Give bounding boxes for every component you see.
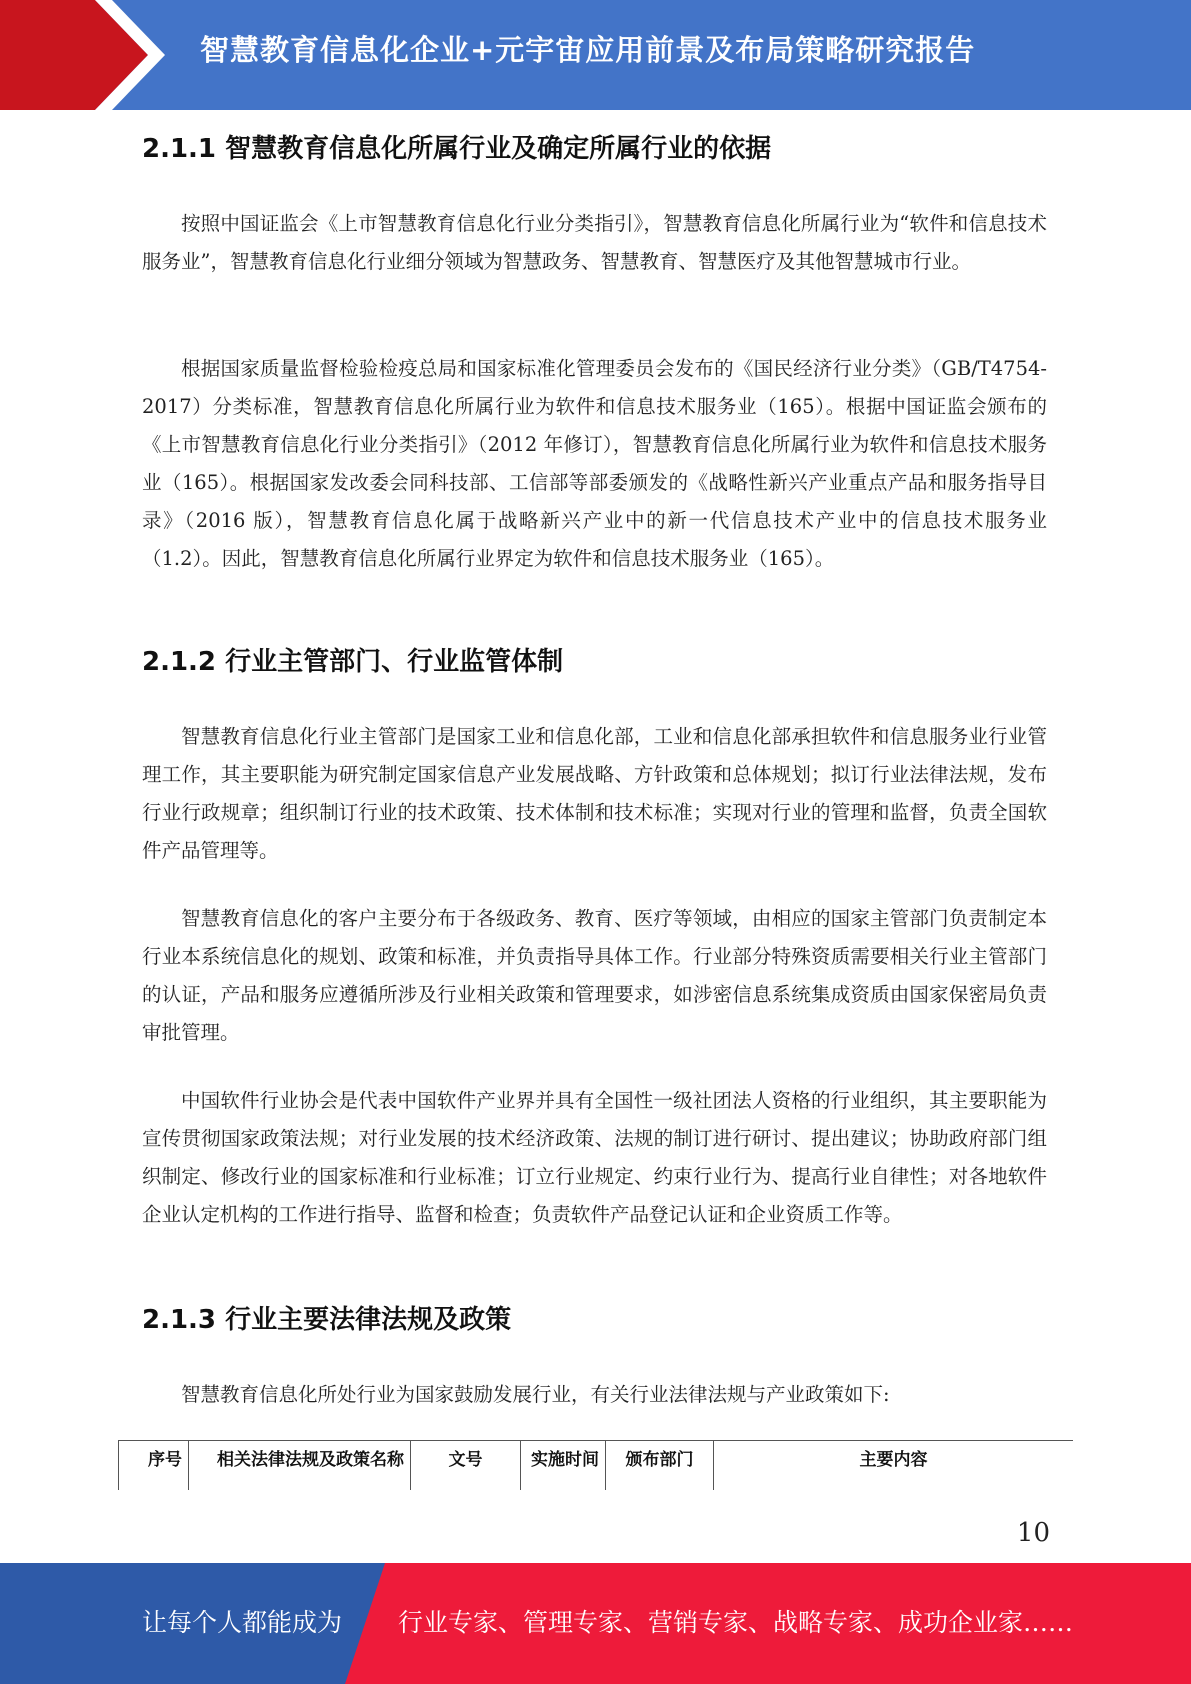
page-header — [0, 0, 1191, 110]
paragraph: 中国软件行业协会是代表中国软件产业界并具有全国性一级社团法人资格的行业组织，其主要职能为宣传贯彻国家政策法规；对行业发展的技术经济政策、法规的制订进行研讨、提出建议；协助政府部门组织制定、修改行业的国家标准和行业标准；订立行业规定、约束行业行为、提高行业自律性；对各地软件企业认定机构的工作进行指导、监督和检查；负责软件产品登记认证和企业资质工作等。 — [142, 1089, 1047, 1226]
footer-slogan-right: 行业专家、管理专家、营销专家、战略专家、成功企业家…… — [398, 1608, 1074, 1637]
footer-slogan-left: 让每个人都能成为 — [142, 1608, 343, 1637]
page-number: 10 — [1016, 1518, 1050, 1548]
policy-table-grid — [118, 1440, 1073, 1490]
table-header-cell: 颁布部门 — [606, 1441, 714, 1491]
table-header-cell: 文号 — [411, 1441, 521, 1491]
table-header-cell: 相关法律法规及政策名称 — [189, 1441, 411, 1491]
section-heading-2-1-3: 2.1.3 行业主要法律法规及政策 — [142, 1305, 512, 1335]
document-title: 智慧教育信息化企业+元宇宙应用前景及布局策略研究报告 — [200, 33, 976, 67]
policy-table — [118, 1440, 1073, 1490]
section-heading-2-1-2: 2.1.2 行业主管部门、行业监管体制 — [142, 647, 564, 677]
table-header-row — [119, 1441, 1074, 1491]
table-header-cell: 实施时间 — [521, 1441, 606, 1491]
paragraph: 智慧教育信息化行业主管部门是国家工业和信息化部，工业和信息化部承担软件和信息服务业行业管理工作，其主要职能为研究制定国家信息产业发展战略、方针政策和总体规划；拟订行业法律法规，发布行业行政规章；组织制订行业的技术政策、技术体制和技术标准；实现对行业的管理和监督，负责全国软件产品管理等。 — [142, 725, 1047, 862]
table-header-cell: 主要内容 — [714, 1441, 1074, 1491]
section-heading-2-1-1: 2.1.1 智慧教育信息化所属行业及确定所属行业的依据 — [142, 134, 772, 164]
paragraph: 根据国家质量监督检验检疫总局和国家标准化管理委员会发布的《国民经济行业分类》（GB/T4754-2017）分类标准，智慧教育信息化所属行业为软件和信息技术服务业（165）。根据中国证监会颁布的《上市智慧教育信息化行业分类指引》（2012 年修订），智慧教育信息化所属行业为软件和信息技术服务业（165）。根据国家发改委会同科技部、工信部等部委颁发的《战略性新兴产业重点产品和服务指导目录》（2016 版），智慧教育信息化属于战略新兴产业中的新一代信息技术产业中的信息技术服务业（1.2）。因此，智慧教育信息化所属行业界定为软件和信息技术服务业（165）。 — [142, 357, 1047, 570]
paragraph: 智慧教育信息化的客户主要分布于各级政务、教育、医疗等领域，由相应的国家主管部门负责制定本行业本系统信息化的规划、政策和标准，并负责指导具体工作。行业部分特殊资质需要相关行业主管部门的认证，产品和服务应遵循所涉及行业相关政策和管理要求，如涉密信息系统集成资质由国家保密局负责审批管理。 — [142, 907, 1047, 1044]
paragraph: 按照中国证监会《上市智慧教育信息化行业分类指引》，智慧教育信息化所属行业为“软件和信息技术服务业”，智慧教育信息化行业细分领域为智慧政务、智慧教育、智慧医疗及其他智慧城市行业。 — [142, 212, 1047, 273]
paragraph: 智慧教育信息化所处行业为国家鼓励发展行业，有关行业法律法规与产业政策如下: — [181, 1383, 890, 1406]
page-footer — [0, 1563, 1191, 1684]
table-header-cell: 序号 — [119, 1441, 189, 1491]
